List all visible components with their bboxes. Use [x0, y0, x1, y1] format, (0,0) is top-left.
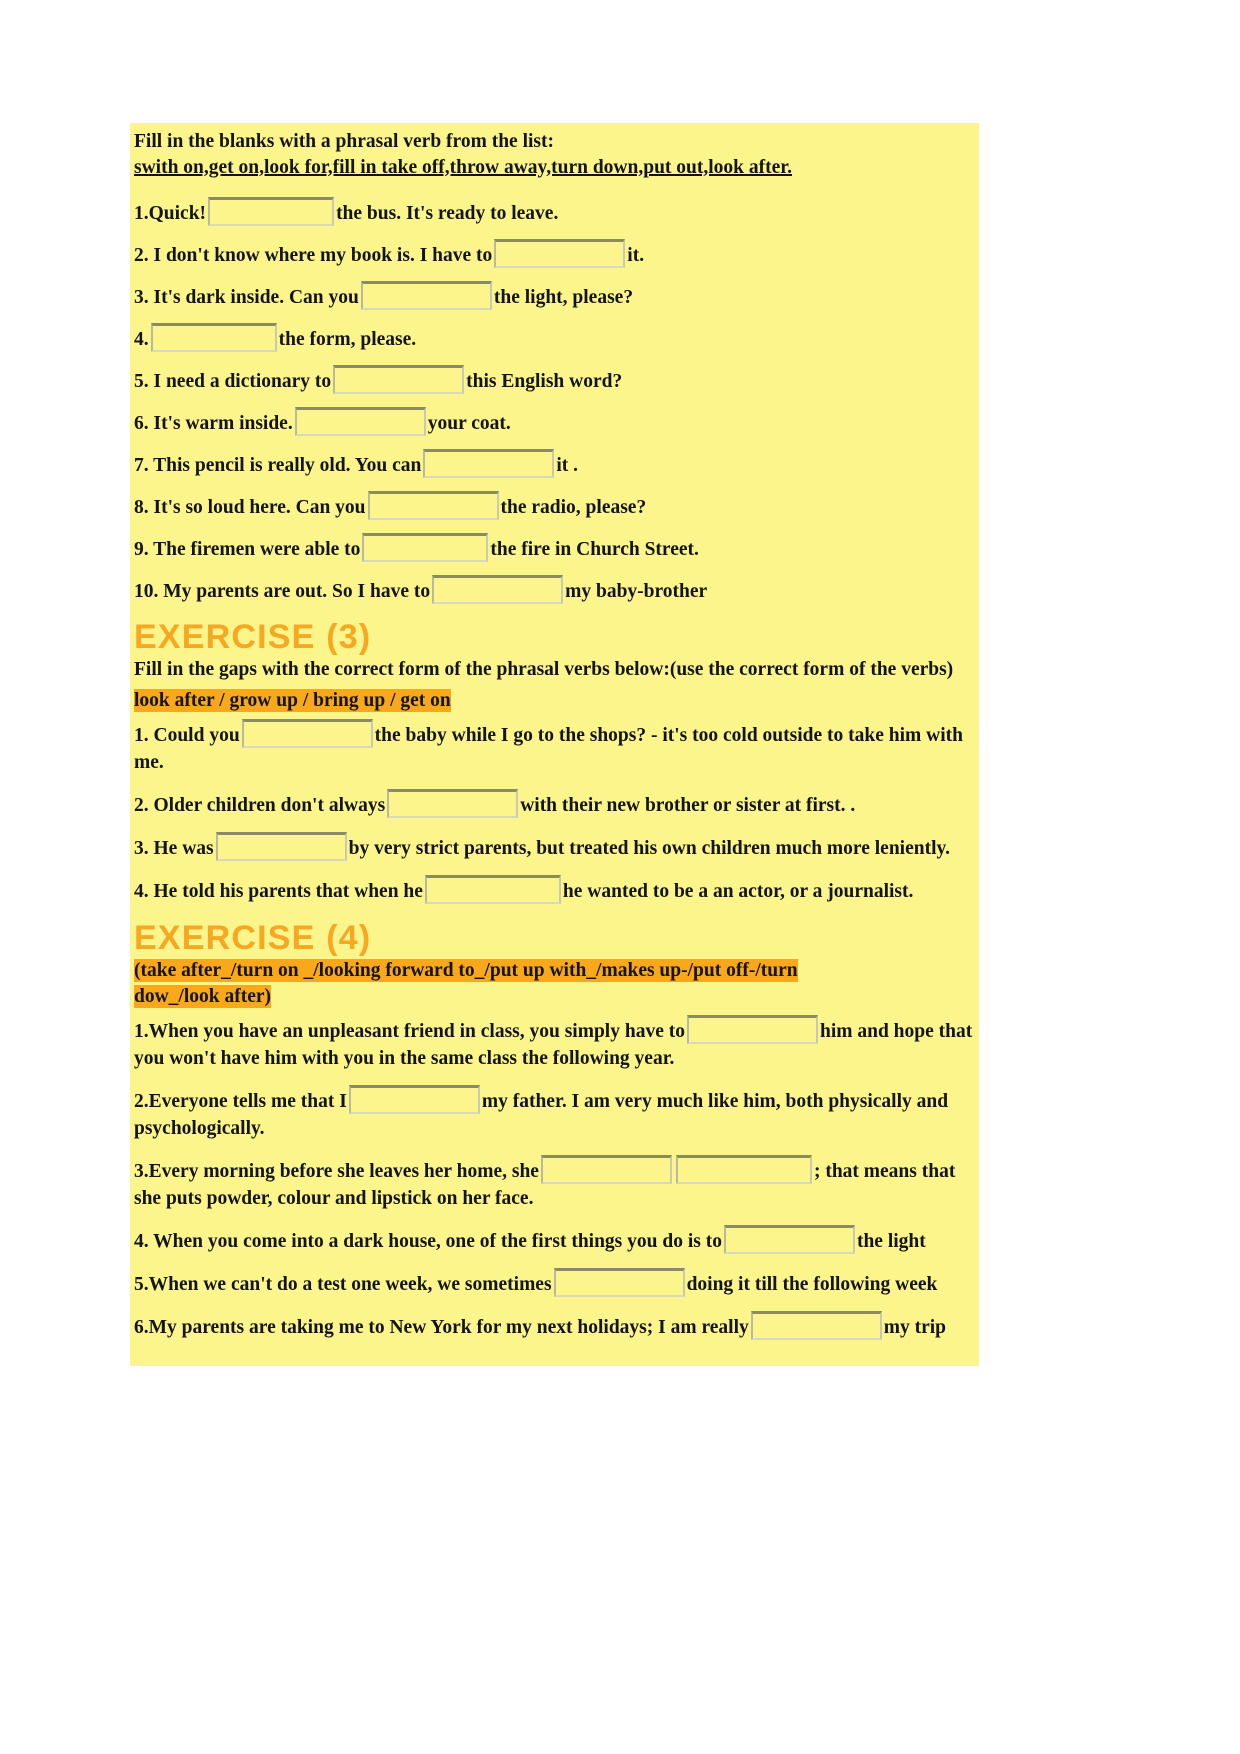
question-row — [134, 533, 979, 562]
question-number: 1. — [134, 1021, 149, 1042]
question-text-before: I don't know where my book is. I have to — [153, 245, 493, 266]
question-text-before: It's so loud here. Can you — [153, 497, 366, 518]
blank-input[interactable] — [295, 407, 426, 436]
question-number: 5. — [134, 1274, 149, 1295]
question-text-after: it . — [556, 455, 579, 476]
blank-input[interactable] — [554, 1268, 685, 1297]
question-text-before: This pencil is really old. You can — [153, 455, 422, 476]
question-row — [134, 875, 979, 905]
question-number: 2. — [134, 1091, 149, 1112]
exercise4-heading: EXERCISE (4) — [134, 919, 372, 957]
question-text-before: He told his parents that when he — [153, 881, 423, 902]
question-text-after: by very strict parents, but treated his own children much more leniently. — [348, 838, 951, 859]
question-row — [134, 575, 979, 604]
question-text-after: my trip — [883, 1317, 947, 1338]
blank-input[interactable] — [425, 875, 561, 904]
question-row — [134, 1085, 979, 1142]
blank-input[interactable] — [387, 789, 518, 818]
question-number: 2. — [134, 245, 149, 266]
question-number: 1. — [134, 725, 149, 746]
question-row — [134, 832, 979, 862]
question-number: 2. — [134, 795, 149, 816]
question-number: 3. — [134, 838, 149, 859]
question-text-after: he wanted to be a an actor, or a journalist. — [562, 881, 914, 902]
question-text-after: ; that means that she puts powder, colour and lipstick on her face. — [134, 1161, 956, 1209]
question-number: 1. — [134, 203, 149, 224]
exercise3-word-bank — [134, 688, 979, 714]
question-row — [134, 1268, 979, 1298]
question-text-after: my baby-brother — [565, 581, 708, 602]
blank-input[interactable] — [724, 1225, 855, 1254]
question-number: 6. — [134, 1317, 149, 1338]
exercise4-word-bank-line2: dow_/look after) — [134, 986, 272, 1007]
question-text-before: He was — [153, 838, 214, 859]
spacer — [134, 180, 979, 197]
blank-input[interactable] — [242, 719, 373, 748]
question-row — [134, 281, 979, 310]
exercise4-word-bank — [134, 958, 979, 1010]
question-text-before: Could you — [153, 725, 240, 746]
question-text-before: Older children don't always — [153, 795, 386, 816]
question-text-after: my father. I am very much like him, both physically and psychologically. — [134, 1091, 949, 1139]
question-text-after: it. — [627, 245, 645, 266]
blank-input[interactable] — [349, 1085, 480, 1114]
question-text-after: him and hope that you won't have him with you in the same class the following year. — [134, 1021, 973, 1069]
question-text-after: the form, please. — [278, 329, 417, 350]
question-text-before: Quick! — [148, 203, 207, 224]
question-text-before: When you have an unpleasant friend in class, you simply have to — [148, 1021, 685, 1042]
question-text-after: this English word? — [466, 371, 623, 392]
question-number: 3. — [134, 287, 149, 308]
exercise3-instruction: Fill in the gaps with the correct form of the phrasal verbs below:(use the correct form of the verbs) — [134, 659, 954, 680]
question-row — [134, 1155, 979, 1212]
blank-input[interactable] — [494, 239, 625, 268]
question-text-before: It's warm inside. — [153, 413, 293, 434]
blank-input-secondary[interactable] — [676, 1155, 812, 1184]
question-text-before: Everyone tells me that I — [148, 1091, 347, 1112]
exercise2-word-bank: swith on,get on,look for,fill in take off,throw away,turn down,put out,look after. — [134, 156, 793, 178]
blank-input[interactable] — [151, 323, 277, 352]
question-row — [134, 491, 979, 520]
blank-input[interactable] — [423, 449, 554, 478]
exercise3-heading: EXERCISE (3) — [134, 618, 372, 656]
question-text-before: My parents are taking me to New York for my next holidays; I am really — [148, 1317, 749, 1338]
question-number: 3. — [134, 1161, 149, 1182]
question-number: 4. — [134, 881, 149, 902]
question-number: 6. — [134, 413, 149, 434]
question-text-before: When we can't do a test one week, we sometimes — [148, 1274, 552, 1295]
question-row — [134, 449, 979, 478]
question-number: 8. — [134, 497, 149, 518]
question-text-after: with their new brother or sister at first. . — [520, 795, 856, 816]
blank-input[interactable] — [362, 533, 488, 562]
question-text-after: the light — [856, 1231, 926, 1252]
blank-input[interactable] — [208, 197, 334, 226]
question-row — [134, 789, 979, 819]
question-row — [134, 239, 979, 268]
question-text-before: The firemen were able to — [153, 539, 361, 560]
question-number: 4. — [134, 1231, 149, 1252]
question-text-before: I need a dictionary to — [153, 371, 332, 392]
blank-input[interactable] — [333, 365, 464, 394]
exercise2-instruction: Fill in the blanks with a phrasal verb from the list: — [134, 131, 555, 152]
question-text-after: doing it till the following week — [686, 1274, 938, 1295]
question-row — [134, 719, 979, 776]
question-text-after: the fire in Church Street. — [490, 539, 699, 560]
question-text-before: My parents are out. So I have to — [163, 581, 431, 602]
question-number: 4. — [134, 329, 149, 350]
blank-input[interactable] — [541, 1155, 672, 1184]
blank-input[interactable] — [216, 832, 347, 861]
question-text-before: When you come into a dark house, one of the first things you do is to — [153, 1231, 722, 1252]
question-text-before: It's dark inside. Can you — [153, 287, 359, 308]
question-text-after: your coat. — [427, 413, 511, 434]
blank-input[interactable] — [687, 1015, 818, 1044]
question-text-after: the light, please? — [493, 287, 634, 308]
question-row — [134, 407, 979, 436]
question-row — [134, 1015, 979, 1072]
question-text-after: the bus. It's ready to leave. — [336, 203, 559, 224]
question-row — [134, 1225, 979, 1255]
worksheet-content — [130, 123, 979, 1366]
question-number: 7. — [134, 455, 149, 476]
question-row — [134, 323, 979, 352]
blank-input[interactable] — [432, 575, 563, 604]
question-number: 9. — [134, 539, 149, 560]
question-text-after: the baby while I go to the shops? - it's too cold outside to take him with me. — [134, 725, 963, 773]
question-row — [134, 1311, 979, 1341]
blank-input[interactable] — [751, 1311, 882, 1340]
exercise4-word-bank-line1: (take after_/turn on _/looking forward to_/put up with_/makes up-/put off-/turn — [134, 960, 798, 981]
exercise3-word-bank-text: look after / grow up / bring up / get on — [134, 690, 451, 711]
question-text-after: the radio, please? — [500, 497, 647, 518]
question-number: 10. — [134, 581, 159, 602]
question-number: 5. — [134, 371, 149, 392]
blank-input[interactable] — [361, 281, 492, 310]
question-row — [134, 365, 979, 394]
question-row — [134, 197, 979, 226]
blank-input[interactable] — [368, 491, 499, 520]
question-text-before: Every morning before she leaves her home, she — [148, 1161, 539, 1182]
